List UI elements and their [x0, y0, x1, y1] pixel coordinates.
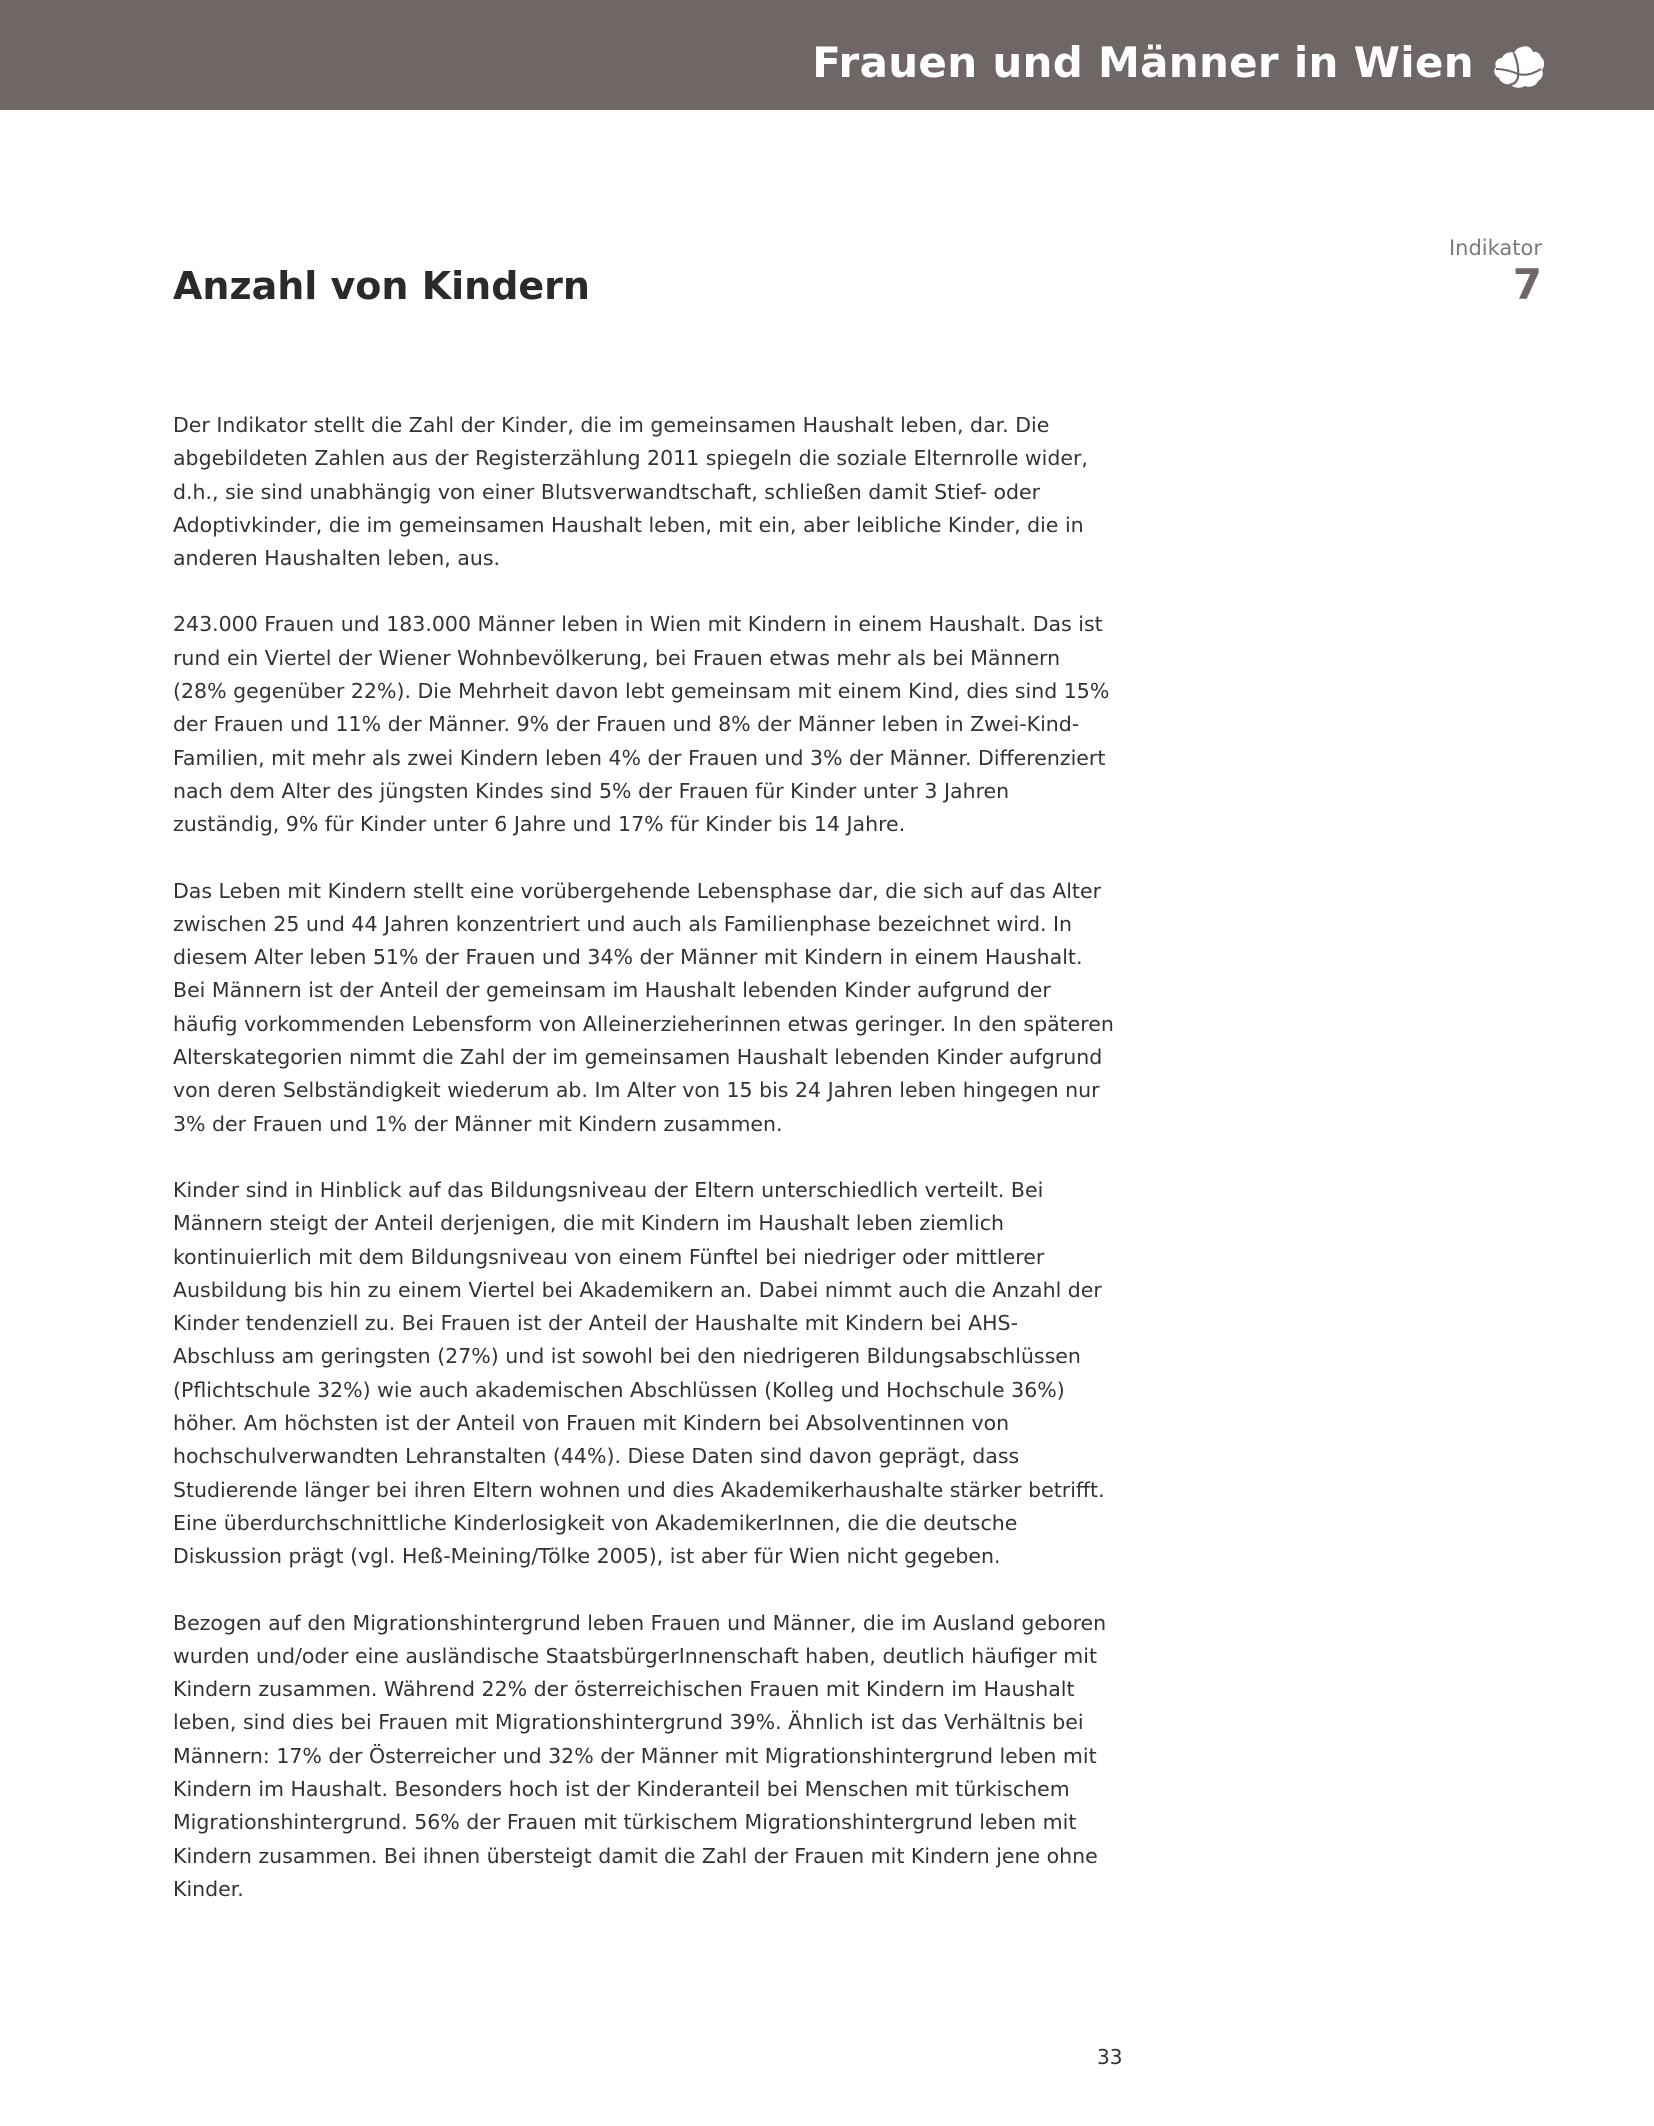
paragraph-education: Kinder sind in Hinblick auf das Bildungsniveau der Eltern unterschiedlich verteilt. Bei Männern steigt der Anteil derjenigen, die mit Kindern im Haushalt leben ziemlich kontinuierlich mit dem Bildungsniveau von einem Fünftel bei niedriger oder mittlerer Ausbildung bis hin zu einem Viertel bei Akademikern an. Dabei nimmt auch die Anzahl der Kinder tendenziell zu. Bei Frauen ist der Anteil der Haushalte mit Kindern bei AHS-Abschluss am geringsten (27%) und ist sowohl bei den niedrigeren Bildungsabschlüssen (Pflichtschule 32%) wie auch akademischen Abschlüssen (Kolleg und Hochschule 36%) höher. Am höchsten ist der Anteil von Frauen mit Kindern bei Absolventinnen von hochschulverwandten Lehranstalten (44%). Diese Daten sind davon geprägt, dass Studierende länger bei ihren Eltern wohnen und dies Akademikerhaushalte stärker betrifft. Eine überdurchschnittliche Kinderlosigkeit von AkademikerInnen, die die deutsche Diskussion prägt (vgl. Heß-Meining/Tölke 2005), ist aber für Wien nicht gegeben.	[173, 1177, 1105, 1569]
paragraph-migration: Bezogen auf den Migrationshintergrund leben Frauen und Männer, die im Ausland geboren wurden und/oder eine ausländische StaatsbürgerInnenschaft haben, deutlich häufiger mit Kindern zusammen. Während 22% der österreichischen Frauen mit Kindern im Haushalt leben, sind dies bei Frauen mit Migrationshintergrund 39%. Ähnlich ist das Verhältnis bei Männern: 17% der Österreicher und 32% der Männer mit Migrationshintergrund leben mit Kindern im Haushalt. Besonders hoch ist der Kinderanteil bei Menschen mit türkischem Migrationshintergrund. 56% der Frauen mit türkischem Migrationshintergrund leben mit Kindern zusammen. Bei ihnen übersteigt damit die Zahl der Frauen mit Kindern jene ohne Kinder.	[173, 1610, 1107, 1901]
paragraph-life-phase: Das Leben mit Kindern stellt eine vorübergehende Lebensphase dar, die sich auf das Alter zwischen 25 und 44 Jahren konzentriert und auch als Familienphase bezeichnet wird. In diesem Alter leben 51% der Frauen und 34% der Männer mit Kindern in einem Haushalt. Bei Männern ist der Anteil der gemeinsam im Haushalt lebenden Kinder aufgrund der häufig vorkommenden Lebensform von Alleinerzieherinnen etwas geringer. In den späteren Alterskategorien nimmt die Zahl der im gemeinsamen Haushalt lebenden Kinder aufgrund von deren Selbständigkeit wiederum ab. Im Alter von 15 bis 24 Jahren leben hingegen nur 3% der Frauen und 1% der Männer mit Kindern zusammen.	[173, 878, 1114, 1136]
header-bar	[0, 0, 1654, 110]
indicator-label: Indikator	[1448, 236, 1542, 260]
page-number: 33	[1097, 2045, 1123, 2069]
paragraph-overview: 243.000 Frauen und 183.000 Männer leben in Wien mit Kindern in einem Haushalt. Das ist rund ein Viertel der Wiener Wohnbevölkerung, bei Frauen etwas mehr als bei Männern (28% gegenüber 22%). Die Mehrheit davon lebt gemeinsam mit einem Kind, dies sind 15% der Frauen und 11% der Männer. 9% der Frauen und 8% der Männer leben in Zwei-Kind-Familien, mit mehr als zwei Kindern leben 4% der Frauen und 3% der Männer. Differenziert nach dem Alter des jüngsten Kindes sind 5% der Frauen für Kinder unter 3 Jahren zuständig, 9% für Kinder unter 6 Jahre und 17% für Kinder bis 14 Jahre.	[173, 612, 1110, 837]
body-text	[173, 409, 1118, 1939]
indicator-number: 7	[1512, 260, 1542, 309]
page-title: Anzahl von Kindern	[173, 264, 590, 308]
paragraph-intro: Der Indikator stellt die Zahl der Kinder, die im gemeinsamen Haushalt leben, dar. Die abgebildeten Zahlen aus der Registerzählung 2011 spiegeln die soziale Elternrolle wider, d.h., sie sind unabhängig von einer Blutsverwandtschaft, schließen damit Stief- oder Adoptivkinder, die im gemeinsamen Haushalt leben, mit ein, aber leibliche Kinder, die in anderen Haushalten leben, aus.	[173, 413, 1088, 571]
header-title: Frauen und Männer in Wien	[812, 38, 1474, 87]
vienna-map-icon	[1492, 44, 1546, 90]
